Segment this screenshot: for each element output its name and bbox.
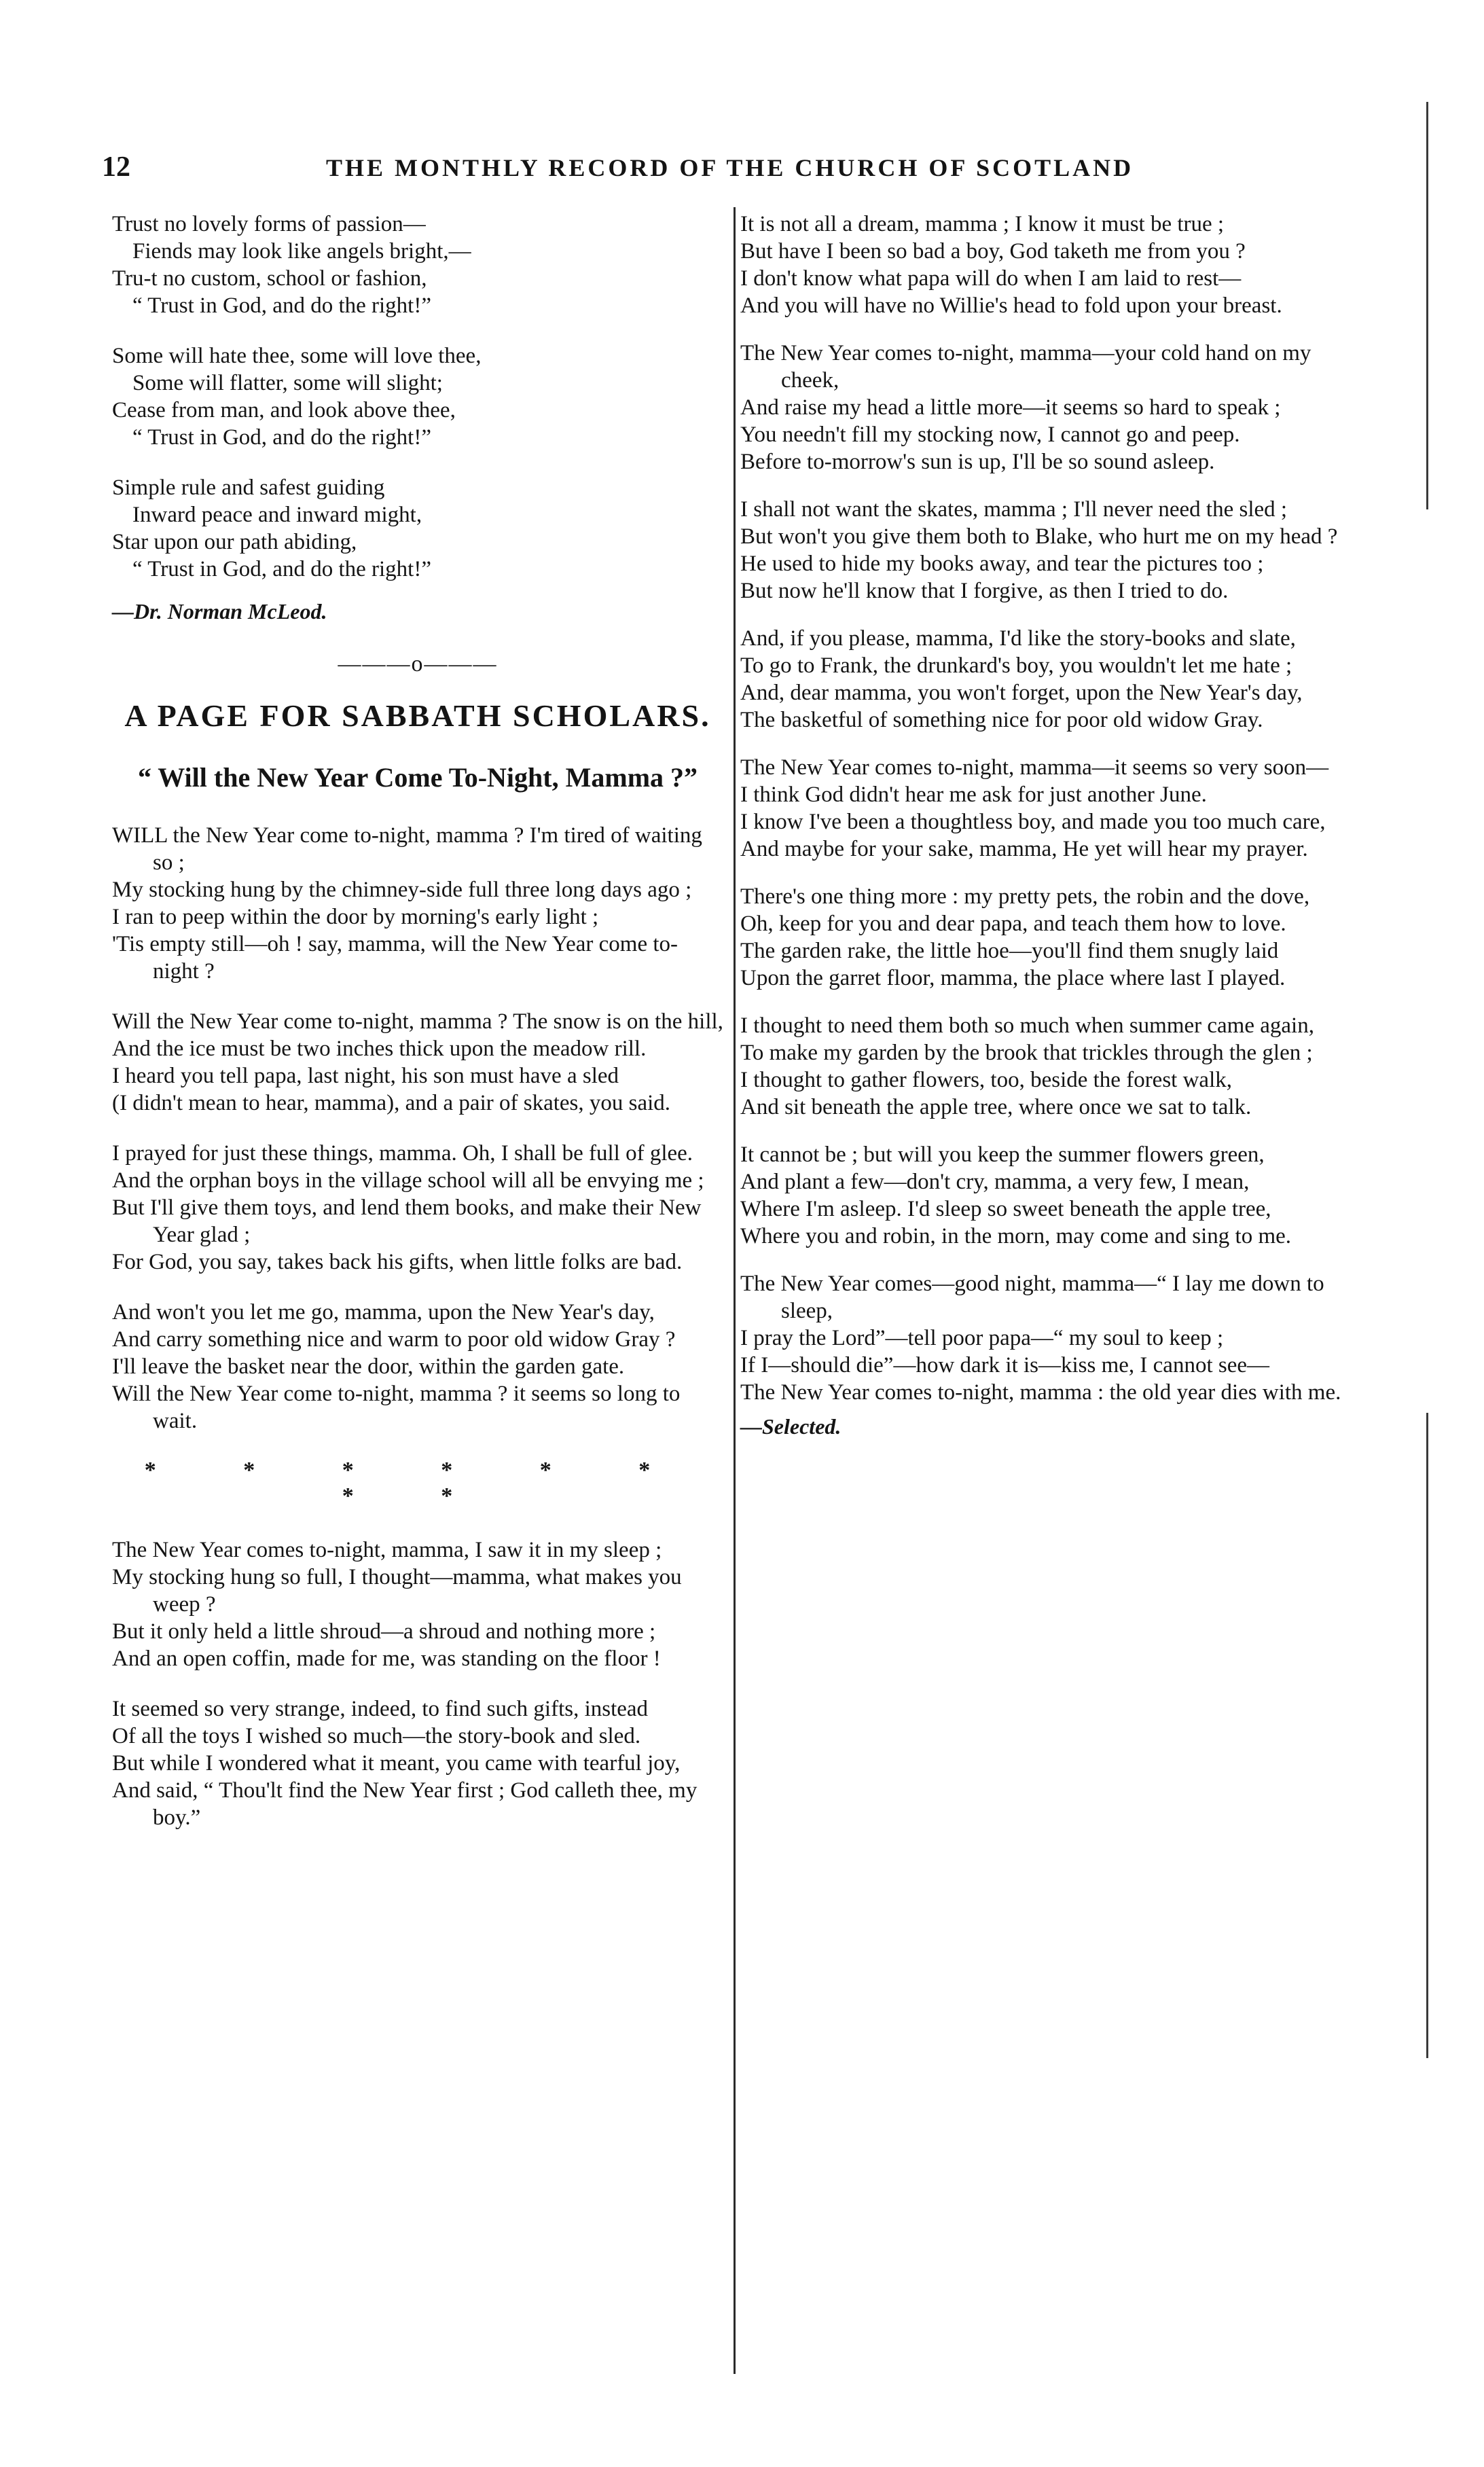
stanza <box>112 1536 723 1672</box>
verse-line: And maybe for your sake, mamma, He yet will hear my prayer. <box>740 837 1308 861</box>
stanza <box>112 342 723 451</box>
verse-line: Inward peace and inward might, <box>132 503 422 527</box>
verse-line: But I'll give them toys, and lend them books, and make their New Year glad ; <box>112 1195 702 1247</box>
verse-line: I know I've been a thoughtless boy, and made you too much care, <box>740 810 1326 834</box>
verse-line: It seemed so very strange, indeed, to find such gifts, instead <box>112 1697 649 1721</box>
verse-line: I don't know what papa will do when I am laid to rest— <box>740 266 1242 291</box>
left-column <box>112 211 723 1854</box>
stanza <box>740 1270 1372 1406</box>
verse-line: And an open coffin, made for me, was standing on the floor ! <box>112 1646 661 1671</box>
verse-line: To make my garden by the brook that trickles through the glen ; <box>740 1041 1313 1065</box>
page-header <box>102 151 1365 192</box>
stanza <box>740 340 1372 475</box>
verse-line: “ Trust in God, and do the right!” <box>132 557 431 581</box>
verse-line: But it only held a little shroud—a shroud and nothing more ; <box>112 1619 656 1644</box>
verse-line: And the orphan boys in the village school will all be envying me ; <box>112 1168 704 1193</box>
verse-line: “ Trust in God, and do the right!” <box>132 293 431 318</box>
verse-line: But won't you give them both to Blake, who hurt me on my head ? <box>740 524 1338 549</box>
credit-line: —Selected. <box>740 1414 841 1439</box>
stanza <box>740 754 1372 863</box>
verse-line: Fiends may look like angels bright,— <box>132 239 471 264</box>
verse-line: You needn't fill my stocking now, I cannot go and peep. <box>740 422 1240 447</box>
stanza <box>740 211 1372 319</box>
verse-line: It is not all a dream, mamma ; I know it must be true ; <box>740 212 1225 236</box>
verse-line: The New Year comes to-night, mamma : the old year dies with me. <box>740 1380 1341 1405</box>
stanza <box>740 883 1372 992</box>
stanza <box>740 1012 1372 1121</box>
verse-line: If I—should die”—how dark it is—kiss me, I cannot see— <box>740 1353 1270 1377</box>
verse-line: The New Year comes to-night, mamma—your cold hand on my cheek, <box>740 341 1311 393</box>
verse-line: Some will flatter, some will slight; <box>132 371 443 395</box>
verse-line: I pray the Lord”—tell poor papa—“ my soul to keep ; <box>740 1326 1224 1350</box>
author-signature: —Dr. Norman McLeod. <box>112 599 327 624</box>
verse-line: But while I wondered what it meant, you came with tearful joy, <box>112 1751 681 1776</box>
right-column <box>740 211 1372 1439</box>
running-head: THE MONTHLY RECORD OF THE CHURCH OF SCOTLAND <box>326 154 1134 181</box>
verse-line: Before to-morrow's sun is up, I'll be so sound asleep. <box>740 450 1215 474</box>
stanza <box>112 822 723 985</box>
verse-line: And won't you let me go, mamma, upon the New Year's day, <box>112 1300 655 1325</box>
verse-line: The basketful of something nice for poor old widow Gray. <box>740 708 1263 732</box>
verse-line: I thought to need them both so much when summer came again, <box>740 1013 1314 1038</box>
verse-line: He used to hide my books away, and tear the pictures too ; <box>740 552 1264 576</box>
verse-line: Upon the garret floor, mamma, the place where last I played. <box>740 966 1286 990</box>
margin-rule <box>1426 102 1428 509</box>
verse-line: Will the New Year come to-night, mamma ? The snow is on the hill, <box>112 1009 723 1034</box>
verse-line: There's one thing more : my pretty pets, the robin and the dove, <box>740 884 1310 909</box>
column-rule <box>734 207 736 2374</box>
stanza <box>740 625 1372 734</box>
section-title: A PAGE FOR SABBATH SCHOLARS. <box>124 698 711 733</box>
verse-line: To go to Frank, the drunkard's boy, you wouldn't let me hate ; <box>740 653 1292 678</box>
verse-line: Of all the toys I wished so much—the story-book and sled. <box>112 1724 641 1748</box>
verse-line: And the ice must be two inches thick upon the meadow rill. <box>112 1037 647 1061</box>
verse-line: I'll leave the basket near the door, within the garden gate. <box>112 1354 625 1379</box>
verse-line: But have I been so bad a boy, God taketh me from you ? <box>740 239 1246 264</box>
verse-line: I ran to peep within the door by morning's early light ; <box>112 905 599 929</box>
verse-line: And said, “ Thou'lt find the New Year first ; God calleth thee, my boy.” <box>112 1778 698 1830</box>
verse-line: “ Trust in God, and do the right!” <box>132 425 431 450</box>
verse-line: (I didn't mean to hear, mamma), and a pair of skates, you said. <box>112 1091 671 1115</box>
verse-line: I heard you tell papa, last night, his son must have a sled <box>112 1064 619 1088</box>
verse-line: Oh, keep for you and dear papa, and teach them how to love. <box>740 912 1286 936</box>
verse-line: It cannot be ; but will you keep the summer flowers green, <box>740 1142 1265 1167</box>
verse-line: And sit beneath the apple tree, where once we sat to talk. <box>740 1095 1252 1119</box>
stanza <box>112 211 723 319</box>
stanza <box>740 1141 1372 1250</box>
stanza <box>112 474 723 583</box>
margin-rule <box>1426 1413 1428 2058</box>
stanza <box>112 1140 723 1276</box>
stanza <box>112 1299 723 1435</box>
verse-line: Where I'm asleep. I'd sleep so sweet beneath the apple tree, <box>740 1197 1271 1221</box>
verse-line: Cease from man, and look above thee, <box>112 398 456 422</box>
verse-line: And plant a few—don't cry, mamma, a very few, I mean, <box>740 1170 1250 1194</box>
verse-line: And you will have no Willie's head to fold upon your breast. <box>740 293 1282 318</box>
first-poem <box>112 211 723 624</box>
verse-line: I thought to gather flowers, too, beside the forest walk, <box>740 1068 1232 1092</box>
verse-line: My stocking hung by the chimney-side full three long days ago ; <box>112 878 692 902</box>
verse-line: The garden rake, the little hoe—you'll find them snugly laid <box>740 939 1279 963</box>
verse-line: For God, you say, takes back his gifts, when little folks are bad. <box>112 1250 683 1274</box>
verse-line: And raise my head a little more—it seems so hard to speak ; <box>740 395 1281 420</box>
verse-line: And, if you please, mamma, I'd like the story-books and slate, <box>740 626 1296 651</box>
verse-line: The New Year comes to-night, mamma, I saw it in my sleep ; <box>112 1538 662 1562</box>
verse-line: I shall not want the skates, mamma ; I'll never need the sled ; <box>740 497 1288 522</box>
verse-line: And, dear mamma, you won't forget, upon the New Year's day, <box>740 681 1303 705</box>
verse-line: The New Year comes to-night, mamma—it seems so very soon— <box>740 755 1329 780</box>
verse-line: Where you and robin, in the morn, may come and sing to me. <box>740 1224 1292 1248</box>
verse-line: I think God didn't hear me ask for just another June. <box>740 782 1207 807</box>
stanza <box>740 496 1372 605</box>
verse-line: The New Year comes—good night, mamma—“ I lay me down to sleep, <box>740 1272 1324 1323</box>
verse-line: Will the New Year come to-night, mamma ? it seems so long to wait. <box>112 1382 681 1433</box>
verse-line: And carry something nice and warm to poor old widow Gray ? <box>112 1327 676 1352</box>
verse-line: But now he'll know that I forgive, as then I tried to do. <box>740 579 1229 603</box>
verse-line: Tru-t no custom, school or fashion, <box>112 266 427 291</box>
verse-line: Some will hate thee, some will love thee, <box>112 344 482 368</box>
verse-line: I prayed for just these things, mamma. Oh, I shall be full of glee. <box>112 1141 693 1166</box>
verse-line: 'Tis empty still—oh ! say, mamma, will the New Year come to-night ? <box>112 932 678 984</box>
ornament-divider: ———o——— <box>338 651 498 677</box>
verse-line: Simple rule and safest guiding <box>112 475 385 500</box>
asterisk-divider: * * * * * * * * <box>144 1458 691 1509</box>
verse-line: Trust no lovely forms of passion— <box>112 212 426 236</box>
stanza <box>112 1008 723 1117</box>
verse-line: Star upon our path abiding, <box>112 530 357 554</box>
stanza <box>112 1695 723 1831</box>
verse-line: My stocking hung so full, I thought—mamma, what makes you weep ? <box>112 1565 682 1617</box>
verse-line: WILL the New Year come to-night, mamma ? I'm tired of waiting so ; <box>112 823 702 875</box>
page-number: 12 <box>102 151 130 183</box>
poem-title: “ Will the New Year Come To-Night, Mamma ?” <box>137 762 698 793</box>
